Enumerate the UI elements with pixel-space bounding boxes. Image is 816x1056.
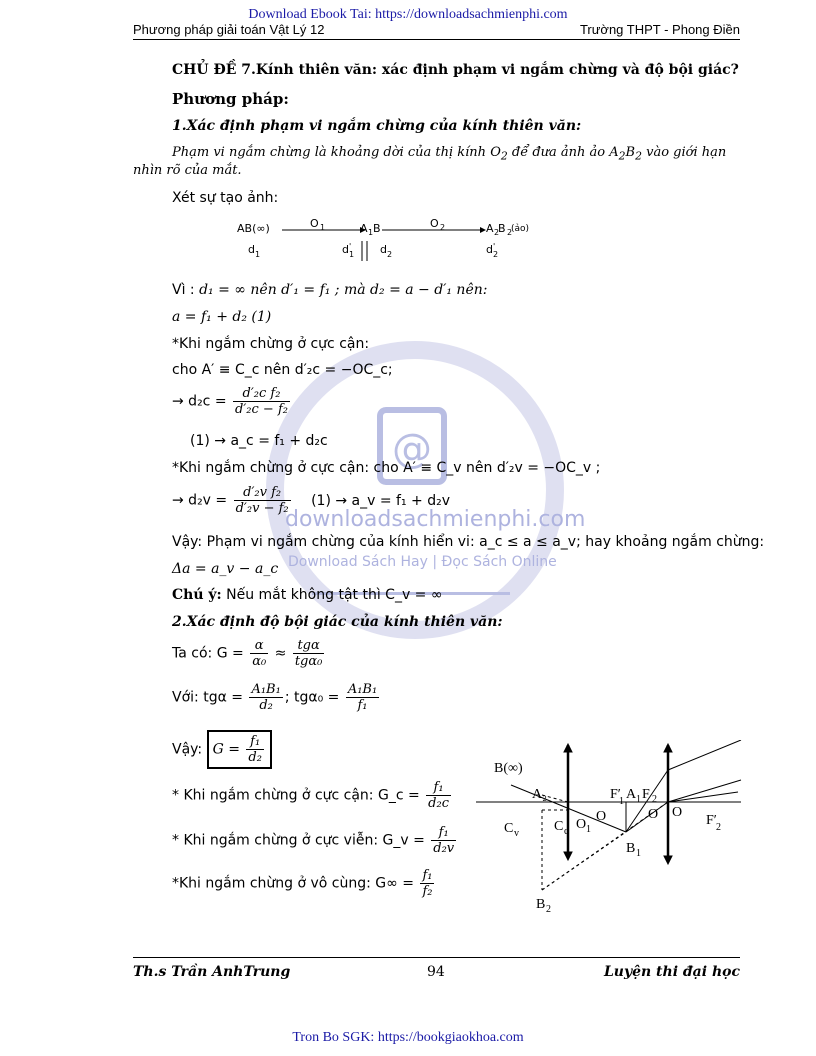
note-line: Chú ý: Nếu mắt không tật thì C_v = ∞ [172, 587, 443, 603]
svg-text:c: c [564, 826, 569, 837]
far-point-d2v: → d₂v = $\frac{\text{d′₂v f₂}}{\text{d′₂v − f₂}}$ (1) → a_v = f₁ + d₂v [172, 485, 450, 516]
telescope-diagram [476, 740, 746, 920]
because-line: Vì : d₁ = ∞ nên d′₁ = f₁ ; mà d₂ = a − d′₁ nên: [172, 282, 488, 298]
svg-text:O: O [648, 807, 659, 822]
boxed-formula: G = $\frac{\text{f₁}}{\text{d₂}}$ [207, 730, 272, 769]
svg-text:d: d [248, 243, 255, 256]
svg-text:O: O [576, 817, 587, 832]
svg-text:B(∞): B(∞) [494, 761, 523, 776]
near-point-ac: (1) → a_c = f₁ + d₂c [190, 433, 328, 449]
footer-rule [133, 957, 740, 958]
svg-text:d: d [342, 243, 349, 256]
svg-text:1: 1 [320, 223, 326, 232]
svg-text:1: 1 [619, 796, 624, 807]
svg-text:2: 2 [507, 228, 513, 237]
svg-text:F: F [642, 787, 650, 802]
ginf-line: *Khi ngắm chừng ở vô cùng: G∞ = $\frac{\text{f₁}}{\text{f₂}}$ [172, 868, 433, 899]
svg-text:O: O [430, 217, 439, 230]
footer-right: Luyện thi đại học [603, 964, 740, 980]
svg-text:B: B [626, 841, 636, 856]
svg-text:A: A [486, 222, 494, 235]
svg-text:F′: F′ [706, 813, 717, 828]
svg-text:AB(∞): AB(∞) [237, 222, 270, 235]
svg-text:C: C [504, 821, 514, 836]
svg-text:@: @ [392, 426, 432, 472]
section2-heading: 2.Xác định độ bội giác của kính thiên văn: [172, 614, 503, 630]
svg-text:1: 1 [255, 250, 261, 259]
svg-text:d: d [486, 243, 493, 256]
svg-text:A: A [360, 222, 368, 235]
topic-title: CHỦ ĐỀ 7.Kính thiên văn: xác định phạm vi ngắm chừng và độ bội giác? [172, 62, 739, 78]
far-point-heading: *Khi ngắm chừng ở cực cận: cho A′ ≡ C_v nên d′₂v = −OC_v ; [172, 460, 601, 476]
svg-text:2: 2 [546, 904, 551, 915]
near-point-d2c: → d₂c = $\frac{\text{d′₂c f₂}}{\text{d′₂c − f₂}}$ [172, 386, 288, 417]
footer-author: Th.s Trần AnhTrung [133, 964, 291, 980]
section1-heading: 1.Xác định phạm vi ngắm chừng của kính thiên văn: [172, 118, 582, 134]
svg-text:': ' [493, 242, 496, 251]
top-download-link[interactable]: Download Ebook Tai: https://downloadsachmienphi.com [248, 7, 568, 22]
magnification-result: Vậy: G = $\frac{\text{f₁}}{\text{d₂}}$ [172, 730, 272, 769]
near-point-heading: *Khi ngắm chừng ở cực cận: [172, 336, 370, 352]
svg-text:A₂: A₂ [532, 787, 547, 802]
svg-text:O: O [596, 809, 607, 824]
page-number: 94 [427, 964, 445, 980]
svg-text:2: 2 [652, 794, 657, 805]
svg-text:d: d [380, 243, 387, 256]
method-heading: Phương pháp: [172, 90, 289, 108]
svg-text:F′: F′ [610, 787, 621, 802]
svg-text:v: v [514, 828, 519, 839]
watermark-site: downloadsachmienphi.com [285, 507, 586, 532]
svg-text:1: 1 [586, 824, 591, 835]
svg-text:1: 1 [349, 250, 355, 259]
gc-line: * Khi ngắm chừng ở cực cận: G_c = $\frac{\text{f₁}}{\text{d₂c}}$ [172, 780, 449, 811]
definition-line2: nhìn rõ của mắt. [133, 163, 242, 178]
header-right: Trường THPT - Phong Điền [579, 22, 740, 37]
range-conclusion: Vậy: Phạm vi ngắm chừng của kính hiển vi: a_c ≤ a ≤ a_v; hay khoảng ngắm chừng: [172, 534, 765, 550]
svg-text:2: 2 [387, 250, 393, 259]
image-formation-label: Xét sự tạo ảnh: [172, 190, 279, 206]
svg-text:2: 2 [716, 822, 721, 833]
svg-text:B: B [373, 222, 381, 235]
magnification-def: Ta có: G = $\frac{\alpha}{\text{α₀}}$ ≈ $\frac{\text{tgα}}{\text{tgα₀}}$ [172, 638, 323, 669]
svg-text:O: O [672, 805, 683, 820]
watermark-slogan: Download Sách Hay | Đọc Sách Online [288, 554, 557, 570]
bottom-sgk-link[interactable]: Tron Bo SGK: https://bookgiaokhoa.com [292, 1030, 524, 1045]
header-rule [133, 39, 740, 40]
svg-text:1: 1 [636, 794, 641, 805]
svg-text:2: 2 [440, 223, 446, 232]
svg-text:1: 1 [636, 848, 641, 859]
svg-text:2: 2 [494, 228, 500, 237]
svg-text:1: 1 [368, 228, 374, 237]
svg-text:C: C [554, 819, 564, 834]
gv-line: * Khi ngắm chừng ở cực viễn: G_v = $\frac{\text{f₁}}{\text{d₂v}}$ [172, 825, 455, 856]
tangent-def: Với: tgα = $\frac{\text{A₁B₁}}{\text{d₂}}$ ; tgα₀ = $\frac{\text{A₁B₁}}{\text{f₁}}$ [172, 682, 378, 713]
svg-text:O: O [310, 217, 319, 230]
svg-text:A: A [626, 787, 637, 802]
svg-text:B: B [536, 897, 546, 912]
delta-a: Δa = a_v − a_c [172, 561, 279, 577]
svg-text:': ' [349, 242, 352, 251]
svg-text:B: B [498, 222, 506, 235]
svg-text:2: 2 [493, 250, 499, 259]
svg-text:(ảo): (ảo) [511, 224, 530, 234]
definition-line1: Phạm vi ngắm chừng là khoảng dời của thị kính $O_2$ để đưa ảnh ảo $A_2B_2$ vào giới hạn [172, 145, 727, 163]
header-left: Phương pháp giải toán Vật Lý 12 [133, 22, 325, 37]
near-point-condition: cho A′ ≡ C_c nên d′₂c = −OC_c; [172, 362, 393, 378]
equation-1: a = f₁ + d₂ (1) [172, 309, 272, 325]
image-formation-scheme [232, 215, 542, 265]
